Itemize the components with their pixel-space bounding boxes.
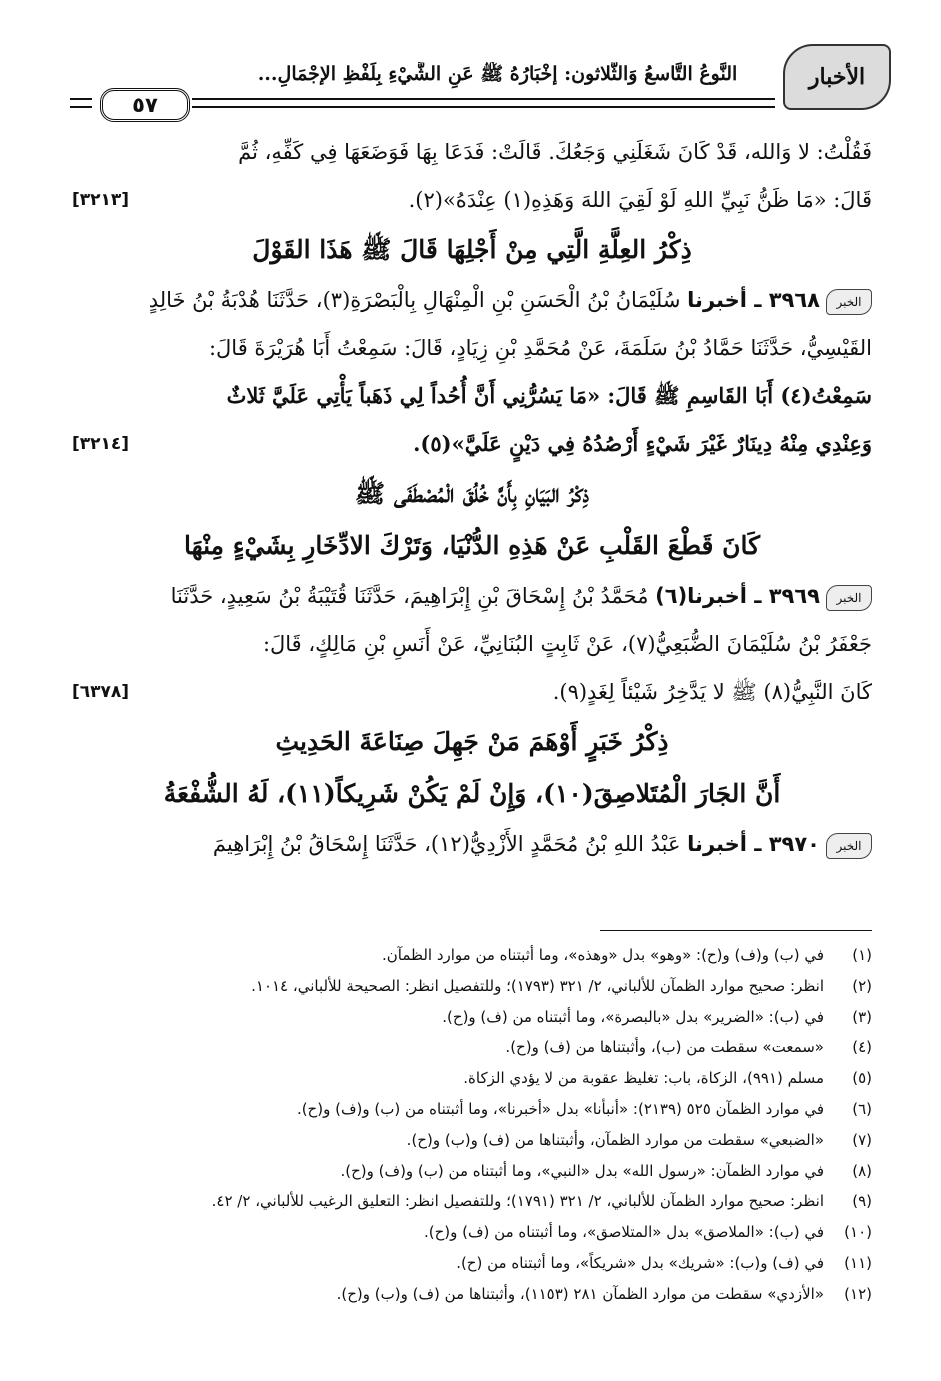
footnote: (١١) في (ف) و(ب): «شريك» بدل «شريكاً»، وما أثبتناه من (ح). <box>456 1253 872 1272</box>
page-header <box>70 40 871 117</box>
hadith-reference: [٣٢١٤] <box>72 434 130 454</box>
footnote: (١) في (ب) و(ف) و(ح): «وهو» بدل «وهذه»، وما أثبتناه من موارد الظمآن. <box>381 946 872 964</box>
text-line: وَعِنْدِي مِنْهُ دِينَارٌ غَيْرَ شَيْءٍ أَرْصُدُهُ فِي دَيْنٍ عَلَيَّ»(٥). [٣٢١٤] <box>72 420 872 468</box>
section-heading: كَانَ قَطْعَ القَلْبِ عَنْ هَذِهِ الدُّنْيَا، وَتَرْكَ الادِّخَارِ بِشَيْءٍ مِنْهَا <box>183 531 761 560</box>
text-line: جَعْفَرُ بْنُ سُلَيْمَانَ الضُّبَعِيُّ(٧)، عَنْ ثَابِتٍ البُنَانِيِّ، عَنْ أَنَسِ بْنِ مَالِكٍ، قَالَ: <box>262 632 872 656</box>
hadith-reference: [٦٣٧٨] <box>72 682 130 702</box>
text-line: قَالَ: «مَا ظَنُّ نَبِيِّ اللهِ لَوْ لَقِيَ اللهَ وَهَذِهِ(١) عِنْدَهُ»(٢). [٣٢١٣] <box>72 176 872 224</box>
footnotes <box>72 940 872 1310</box>
section-heading: أَنَّ الجَارَ الْمُتَلاصِقَ(١٠)، وَإِنْ لَمْ يَكُنْ شَرِيكاً(١١)، لَهُ الشُّفْعَةُ <box>163 779 781 808</box>
section-heading: ذِكْرُ البَيَانِ بِأَنَّ خُلُقَ الْمُصْطَفَى ﷺ <box>354 479 590 508</box>
footnote: (٢) انظر: صحيح موارد الظمآن للألباني، ٢/ ٣٢١ (١٧٩٣)؛ وللتفصيل انظر: الصحيحة للألباني، ١٠١٤. <box>251 976 872 995</box>
hadith-number: ٣٩٦٨ ـ أخبرنا <box>687 288 820 312</box>
footnote: (١٠) في (ب): «الملاصق» بدل «المتلاصق»، وما أثبتناه من (ف) و(ح). <box>423 1223 872 1242</box>
footnote: (٧) «الضبعي» سقطت من موارد الظمآن، وأثبتناها من (ف) و(ب) و(ح). <box>406 1130 872 1149</box>
text-line: الخبر٣٩٦٨ ـ أخبرنا سُلَيْمَانُ بْنُ الْحَسَنِ بْنِ الْمِنْهَالِ بِالْبَصْرَةِ(٣)، حَدَّثَنَا هُدْبَةُ بْنُ خَالِدٍ <box>72 276 872 324</box>
khabar-icon: الخبر <box>826 289 872 315</box>
main-text <box>72 128 872 868</box>
khabar-icon: الخبر <box>826 585 872 611</box>
khabar-icon: الخبر <box>826 833 872 859</box>
text-line: سَمِعْتُ(٤) أَبَا القَاسِمِ ﷺ قَالَ: «مَا يَسُرُّنِي أَنَّ أُحُداً لِي ذَهَباً يَأْتِي عَلَيَّ ثَلاثٌ <box>226 383 872 408</box>
footnote: (٦) في موارد الظمآن ٥٢٥ (٢١٣٩): «أنبأنا» بدل «أخبرنا»، وما أثبتناه من (ب) و(ف) و(ح). <box>296 1099 872 1118</box>
hadith-reference: [٣٢١٣] <box>72 190 130 210</box>
text-line: الخبر٣٩٦٩ ـ أخبرنا(٦) مُحَمَّدُ بْنُ إِسْحَاقَ بْنِ إِبْرَاهِيمَ، حَدَّثَنَا قُتَيْبَةُ بْنُ سَعِيدٍ، حَدَّثَنَا <box>72 572 872 620</box>
footnote: (٨) في موارد الظمآن: «رسول الله» بدل «النبي»، وما أثبتناه من (ب) و(ف) و(ح). <box>340 1161 872 1180</box>
text-line: الخبر٣٩٧٠ ـ أخبرنا عَبْدُ اللهِ بْنُ مُحَمَّدٍ الأَزْدِيُّ(١٢)، حَدَّثَنَا إِسْحَاقُ بْنُ إِبْرَاهِيمَ <box>72 820 872 868</box>
footnote-rule <box>600 930 872 931</box>
footnote: (٤) «سمعت» سقطت من (ب)، وأثبتناها من (ف) و(ح). <box>505 1038 872 1057</box>
page-number: ٥٧ <box>100 88 190 122</box>
hadith-number: ٣٩٦٩ ـ أخبرنا(٦) <box>655 584 820 608</box>
running-title: النَّوعُ التَّاسعُ وَالثَّلاثون: إخْبَارُهُ ﷺ عَنِ الشَّيْءِ بِلَفْظِ الإجْمَالِ... <box>257 63 738 85</box>
section-heading: ذِكْرُ خَبَرٍ أَوْهَمَ مَنْ جَهِلَ صِنَاعَةَ الحَدِيثِ <box>275 727 669 756</box>
section-heading: ذِكْرُ العِلَّةِ الَّتِي مِنْ أَجْلِهَا قَالَ ﷺ هَذَا القَوْلَ <box>252 235 692 264</box>
hadith-number: ٣٩٧٠ ـ أخبرنا <box>687 832 820 856</box>
text-line: فَقُلْتُ: لا وَالله، قَدْ كَانَ شَغَلَنِي وَجَعُكَ. قَالَتْ: فَدَعَا بِهَا فَوَضَعَهَا فِي كَفِّهِ، ثُمَّ <box>238 140 872 164</box>
footnote: (٣) في (ب): «الضرير» بدل «بالبصرة»، وما أثبتناه من (ف) و(ح). <box>442 1007 872 1026</box>
text-line: القَيْسِيُّ، حَدَّثَنَا حَمَّادُ بْنُ سَلَمَةَ، عَنْ مُحَمَّدِ بْنِ زِيَادٍ، قَالَ: سَمِعْتُ أَبَا هُرَيْرَةَ قَالَ: <box>208 336 872 360</box>
section-badge: الأخبار <box>783 44 891 110</box>
footnote: (٩) انظر: صحيح موارد الظمآن للألباني، ٢/ ٣٢١ (١٧٩١)؛ وللتفصيل انظر: التعليق الرغيب للألباني، ٢/ ٤٢. <box>211 1192 872 1211</box>
footnote: (١٢) «الأزدي» سقطت من موارد الظمآن ٢٨١ (١١٥٣)، وأثبتناها من (ف) و(ب) و(ح). <box>336 1284 872 1303</box>
footnote: (٥) مسلم (٩٩١)، الزكاة، باب: تغليظ عقوبة من لا يؤدي الزكاة. <box>463 1069 872 1088</box>
text-line: كَانَ النَّبِيُّ(٨) ﷺ لا يَدَّخِرُ شَيْئاً لِغَدٍ(٩). [٦٣٧٨] <box>72 668 872 716</box>
